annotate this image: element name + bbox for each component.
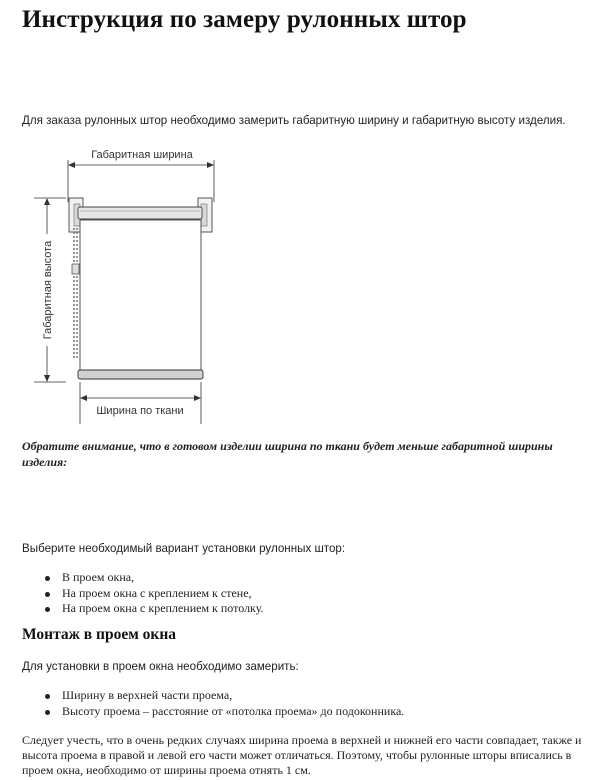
bottom-bar	[78, 370, 203, 379]
top-arrow-left	[68, 162, 75, 168]
measurement-list	[42, 688, 404, 719]
left-arrow-top	[44, 198, 50, 205]
list-item: Ширину в верхней части проема,	[42, 688, 404, 704]
top-dimension-label: Габаритная ширина	[91, 149, 193, 161]
install-intro-text: Для установки в проем окна необходимо замерить:	[22, 660, 299, 673]
list-item: Высоту проема – расстояние от «потолка проема» до подоконника.	[42, 704, 404, 720]
attention-note: Обратите внимание, что в готовом изделии ширина по ткани будет меньше габаритной ширины изделия:	[22, 439, 553, 469]
choose-installation-text: Выберите необходимый вариант установки рулонных штор:	[22, 542, 346, 555]
roller-tube	[78, 207, 202, 219]
list-item: На проем окна с креплением к стене,	[42, 586, 264, 602]
list-item: В проем окна,	[42, 570, 264, 586]
left-arrow-bottom	[44, 375, 50, 382]
bottom-arrow-left	[80, 395, 87, 401]
left-dimension-label: Габаритная высота	[42, 240, 54, 340]
section-heading: Монтаж в проем окна	[22, 626, 176, 643]
bottom-dimension-label: Ширина по ткани	[96, 405, 184, 417]
bottom-arrow-right	[194, 395, 201, 401]
intro-text: Для заказа рулонных штор необходимо замерить габаритную ширину и габаритную высоту изделия.	[22, 114, 566, 127]
chain-weight	[72, 264, 79, 274]
top-arrow-right	[207, 162, 214, 168]
fabric-panel	[80, 220, 201, 371]
roller-blind-diagram	[20, 140, 260, 430]
explanation-paragraph: Следует учесть, что в очень редких случаях ширина проема в верхней и нижней его части совпадает, также и высота проема в правой и левой его части может отличаться. Поэтому, чтобы рулонные шторы вписались в проем окна, необходимо от ширины проема отнять 1 см.	[22, 733, 582, 777]
diagram-svg	[20, 140, 260, 430]
page-title: Инструкция по замеру рулонных штор	[22, 6, 467, 33]
installation-options-list	[42, 570, 264, 617]
list-item: На проем окна с креплением к потолку.	[42, 601, 264, 617]
